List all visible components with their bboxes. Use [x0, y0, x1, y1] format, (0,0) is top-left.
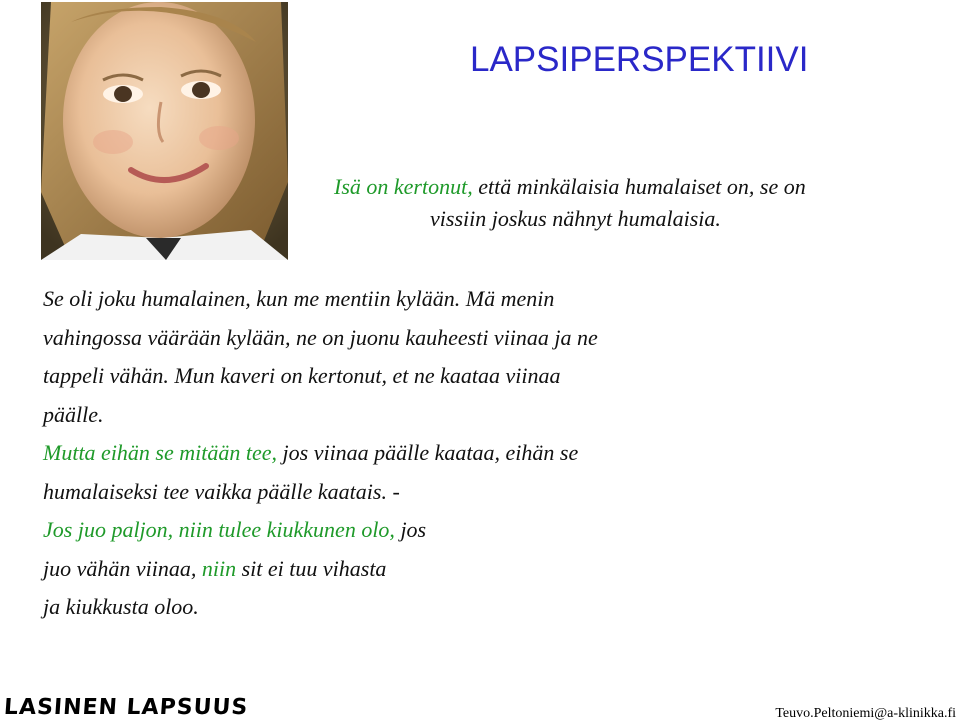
story-line-8-green: niin [201, 555, 237, 581]
lasinen-lapsuus-logo: LASINEN LAPSUUS [3, 695, 250, 720]
intro-quote-text-line1: että minkälaisia humalaiset on, se on [472, 174, 806, 199]
story-line-5-green: Mutta eihän se mitään tee, [43, 440, 278, 465]
story-line-8 [43, 550, 763, 589]
story-line-8-a: juo vähän viinaa, [43, 555, 202, 581]
intro-quote-green-text: Isä on kertonut, [334, 174, 473, 199]
story-line-7-rest: jos [394, 517, 427, 542]
footer-email: Teuvo.Peltoniemi@a-klinikka.fi [775, 706, 956, 721]
story-line-8-b: sit ei tuu vihasta [236, 555, 387, 581]
story-line-6: humalaiseksi tee vaikka päälle kaatais. - [43, 478, 400, 504]
story-line-3: tappeli vähän. Mun kaveri on kertonut, et ne kaataa viinaa [43, 363, 561, 388]
story-line-7 [43, 511, 763, 550]
story-line-4: päälle. [43, 401, 104, 427]
intro-quote-text-line2: vissiin joskus nähnyt humalaisia. [430, 206, 721, 231]
story-line-1: Se oli joku humalainen, kun me mentiin kylään. Mä menin [43, 286, 555, 311]
story-line-5-rest: jos viinaa päälle kaataa, eihän se [277, 440, 579, 465]
story-line-5 [43, 434, 763, 473]
story-line-9: ja kiukkusta oloo. [43, 594, 199, 619]
child-portrait-photo [41, 2, 288, 260]
story-line-2: vahingossa väärään kylään, ne on juonu kauheesti viinaa ja ne [43, 324, 598, 350]
intro-quote [334, 171, 934, 235]
page-title: LAPSIPERSPEKTIIVI [470, 40, 809, 79]
story-line-7-green: Jos juo paljon, niin tulee kiukkunen olo, [43, 517, 395, 542]
child-story-text [43, 280, 763, 627]
